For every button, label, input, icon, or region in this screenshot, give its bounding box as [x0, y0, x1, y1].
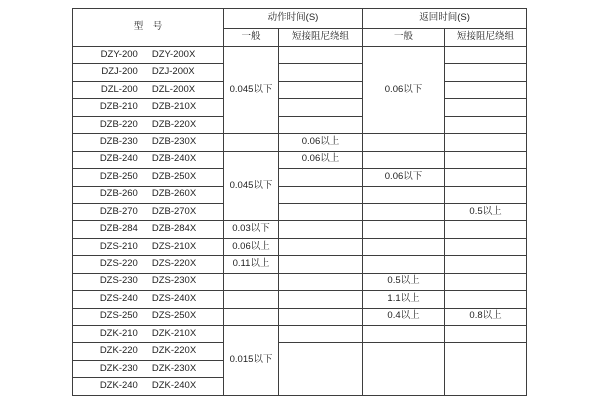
model-name: DZK-210X [151, 327, 197, 339]
model-name: DZB-230 [99, 135, 138, 147]
return-damping-cell: 0.8以上 [445, 308, 527, 325]
table-row [73, 151, 527, 168]
action-damping-cell [279, 169, 363, 186]
action-general-cell [224, 308, 279, 325]
action-damping-cell [279, 81, 363, 98]
model-name: DZB-210 [99, 101, 138, 113]
header-model: 型 号 [73, 9, 224, 47]
model-name: DZJ-200X [151, 66, 195, 78]
header-action-damping: 短接阻尼绕组 [279, 29, 363, 47]
model-cell [73, 99, 224, 116]
model-name: DZB-240X [151, 153, 197, 165]
model-cell [73, 343, 224, 360]
return-general-cell [363, 326, 445, 343]
table-row [73, 308, 527, 325]
table-row [73, 203, 527, 220]
return-damping-cell [445, 273, 527, 290]
model-name: DZS-230X [151, 275, 197, 287]
table-row [73, 116, 527, 133]
model-name: DZB-220X [151, 118, 197, 130]
return-general-cell: 1.1以上 [363, 291, 445, 308]
model-name: DZB-240 [99, 153, 138, 165]
model-name: DZK-230X [151, 362, 197, 374]
model-name: DZS-240 [99, 292, 138, 304]
model-cell [73, 326, 224, 343]
model-name: DZY-200X [151, 48, 196, 60]
action-general-cell: 0.015以下 [224, 326, 279, 396]
model-name: DZB-270 [99, 205, 138, 217]
model-cell [73, 291, 224, 308]
model-name: DZS-220X [151, 258, 197, 269]
action-damping-cell [279, 116, 363, 133]
model-cell [73, 273, 224, 290]
relay-spec-table [72, 8, 527, 396]
action-general-cell: 0.06以上 [224, 238, 279, 255]
action-damping-cell [279, 308, 363, 325]
model-name: DZK-210 [99, 327, 138, 339]
return-damping-cell [445, 99, 527, 116]
model-cell [73, 221, 224, 238]
table-row [73, 186, 527, 203]
table-row [73, 134, 527, 151]
return-damping-cell [445, 169, 527, 186]
table-row [73, 47, 527, 64]
model-name: DZS-240X [151, 292, 197, 304]
table-row [73, 169, 527, 186]
return-general-cell [363, 134, 445, 151]
table-row [73, 64, 527, 81]
model-name: DZB-284X [151, 223, 197, 235]
action-damping-cell: 0.06以上 [279, 134, 363, 151]
action-damping-cell [279, 238, 363, 255]
action-damping-cell [279, 221, 363, 238]
action-general-cell: 0.045以下 [224, 47, 279, 134]
action-general-cell [224, 134, 279, 151]
return-damping-cell [445, 221, 527, 238]
return-damping-cell [445, 134, 527, 151]
return-general-cell: 0.5以上 [363, 273, 445, 290]
model-cell [73, 81, 224, 98]
model-cell [73, 256, 224, 273]
model-name: DZL-200 [100, 83, 138, 95]
action-damping-cell [279, 203, 363, 220]
return-damping-cell [445, 81, 527, 98]
model-cell [73, 151, 224, 168]
return-general-cell: 0.06以下 [363, 47, 445, 134]
action-general-cell [224, 273, 279, 290]
header-return-damping: 短接阻尼绕组 [445, 29, 527, 47]
return-general-cell [363, 238, 445, 255]
model-cell [73, 308, 224, 325]
action-damping-cell [279, 343, 363, 395]
model-name: DZS-250 [99, 310, 138, 322]
model-name: DZS-230 [99, 275, 138, 287]
header-return-general: 一般 [363, 29, 445, 47]
model-name: DZK-220X [151, 345, 197, 357]
return-general-cell [363, 151, 445, 168]
model-name: DZB-210X [151, 101, 197, 113]
model-name: DZS-220 [99, 258, 138, 269]
table-row [73, 99, 527, 116]
model-name: DZB-220 [99, 118, 138, 130]
model-name: DZB-260X [151, 188, 197, 200]
model-name: DZB-250 [99, 170, 138, 182]
header-return-time: 返回时间(S) [363, 9, 527, 29]
return-damping-cell [445, 64, 527, 81]
return-damping-cell [445, 116, 527, 133]
action-damping-cell [279, 186, 363, 203]
return-general-cell: 0.4以上 [363, 308, 445, 325]
table-row [73, 81, 527, 98]
model-name: DZS-210X [151, 240, 197, 252]
table-row [73, 238, 527, 255]
model-name: DZJ-200 [101, 66, 138, 78]
return-general-cell [363, 221, 445, 238]
action-damping-cell [279, 256, 363, 273]
table-row [73, 273, 527, 290]
action-general-cell: 0.03以下 [224, 221, 279, 238]
return-damping-cell: 0.5以上 [445, 203, 527, 220]
return-general-cell [363, 343, 445, 395]
model-cell [73, 64, 224, 81]
table-row [73, 326, 527, 343]
model-name: DZB-284 [99, 223, 138, 235]
model-cell [73, 360, 224, 377]
model-name: DZK-230 [99, 362, 138, 374]
model-cell [73, 169, 224, 186]
table-row [73, 256, 527, 273]
model-name: DZB-230X [151, 135, 197, 147]
action-general-cell: 0.045以下 [224, 151, 279, 221]
action-damping-cell [279, 64, 363, 81]
model-cell [73, 186, 224, 203]
table-row [73, 343, 527, 360]
return-damping-cell [445, 238, 527, 255]
action-damping-cell [279, 99, 363, 116]
return-damping-cell [445, 326, 527, 343]
return-damping-cell [445, 186, 527, 203]
action-damping-cell [279, 47, 363, 64]
model-name: DZB-260 [99, 188, 138, 200]
model-name: DZL-200X [151, 83, 196, 95]
action-damping-cell [279, 291, 363, 308]
return-damping-cell [445, 151, 527, 168]
return-general-cell [363, 203, 445, 220]
return-damping-cell [445, 291, 527, 308]
model-name: DZS-210 [99, 240, 138, 252]
model-cell [73, 134, 224, 151]
action-damping-cell [279, 273, 363, 290]
table-header [73, 9, 527, 47]
action-general-cell: 0.11以上 [224, 256, 279, 273]
return-damping-cell [445, 47, 527, 64]
model-name: DZK-220 [99, 345, 138, 357]
table-body [73, 47, 527, 396]
return-general-cell [363, 256, 445, 273]
action-general-cell [224, 291, 279, 308]
action-damping-cell [279, 326, 363, 343]
model-name: DZK-240X [151, 380, 197, 392]
return-damping-cell [445, 343, 527, 395]
table-row [73, 221, 527, 238]
model-cell [73, 238, 224, 255]
model-cell [73, 203, 224, 220]
model-name: DZY-200 [100, 48, 138, 60]
model-cell [73, 47, 224, 64]
action-damping-cell: 0.06以上 [279, 151, 363, 168]
model-cell [73, 116, 224, 133]
return-general-cell: 0.06以下 [363, 169, 445, 186]
return-damping-cell [445, 256, 527, 273]
header-row-1 [73, 9, 527, 29]
model-cell [73, 378, 224, 395]
table-row [73, 291, 527, 308]
model-name: DZB-250X [151, 170, 197, 182]
return-general-cell [363, 186, 445, 203]
model-name: DZS-250X [151, 310, 197, 322]
model-name: DZB-270X [151, 205, 197, 217]
header-action-time: 动作时间(S) [224, 9, 363, 29]
header-action-general: 一般 [224, 29, 279, 47]
model-name: DZK-240 [99, 380, 138, 392]
